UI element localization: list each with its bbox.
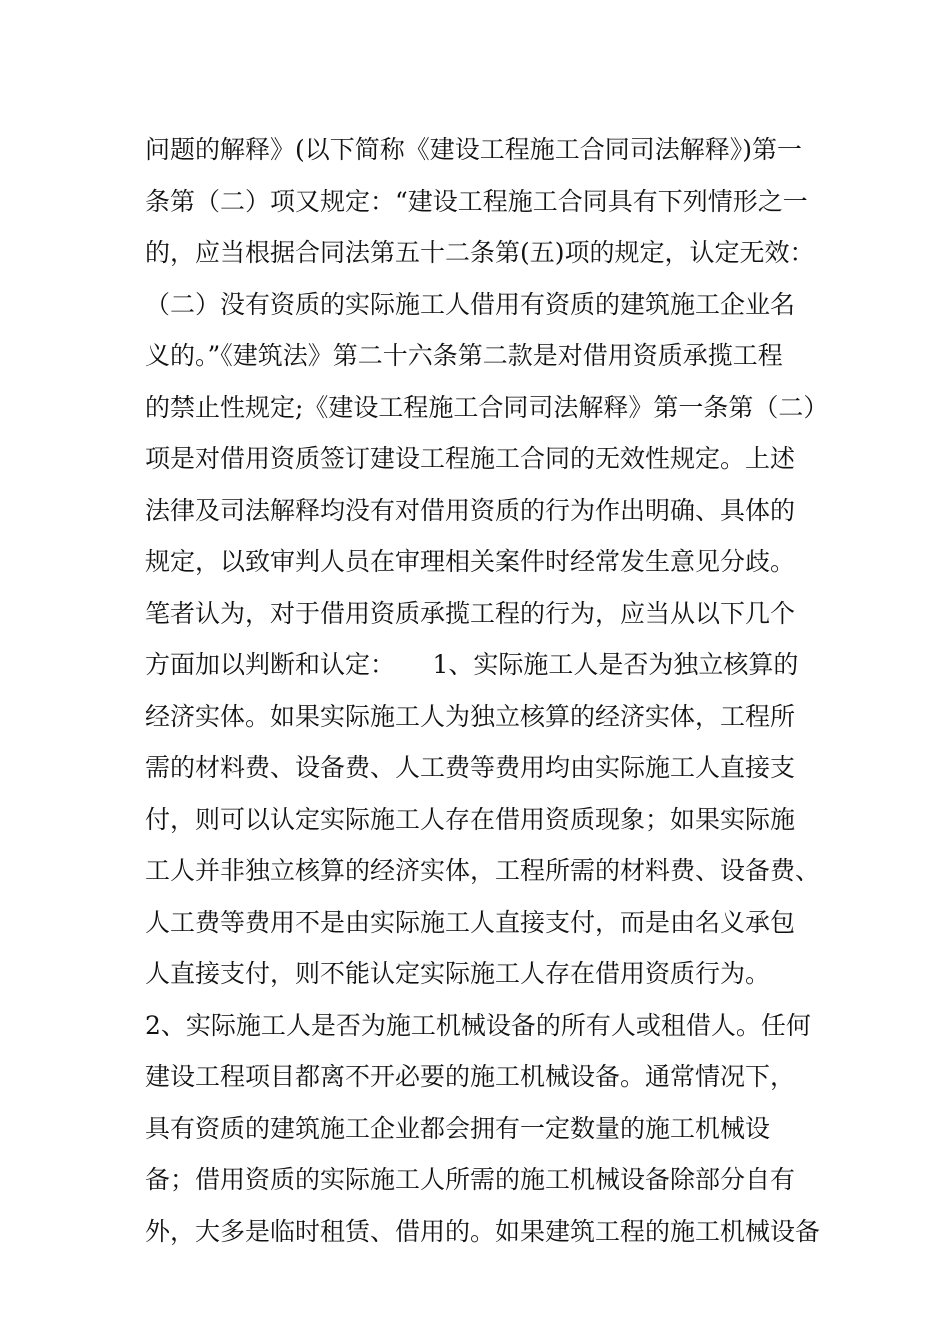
- text-line: （二）没有资质的实际施工人借用有资质的建筑施工企业名: [145, 289, 796, 319]
- text-line: 经济实体。如果实际施工人为独立核算的经济实体，工程所: [145, 701, 796, 731]
- text-line: 的禁止性规定;《建设工程施工合同司法解释》第一条第（二）: [145, 392, 829, 422]
- text-line: 规定，以致审判人员在审理相关案件时经常发生意见分歧。: [145, 547, 796, 576]
- body-text: [145, 124, 829, 1257]
- text-line: 建设工程项目都离不开必要的施工机械设备。通常情况下，: [145, 1062, 796, 1091]
- text-line: 法律及司法解释均没有对借用资质的行为作出明确、具体的: [145, 495, 796, 525]
- text-line: 义的。”《建筑法》第二十六条第二款是对借用资质承揽工程: [145, 341, 783, 370]
- text-line: 项是对借用资质签订建设工程施工合同的无效性规定。上述: [145, 444, 796, 473]
- text-line: 付，则可以认定实际施工人存在借用资质现象；如果实际施: [145, 804, 796, 834]
- text-line: 2、实际施工人是否为施工机械设备的所有人或租借人。任何: [145, 1010, 811, 1040]
- text-line: 人工费等费用不是由实际施工人直接支付，而是由名义承包: [145, 907, 796, 937]
- text-line: 方面加以判断和认定： 1、实际施工人是否为独立核算的: [145, 650, 799, 679]
- text-line: 的，应当根据合同法第五十二条第(五)项的规定，认定无效：: [145, 238, 815, 267]
- text-line: 问题的解释》(以下简称《建设工程施工合同司法解释》)第一: [145, 135, 803, 164]
- text-line: 备；借用资质的实际施工人所需的施工机械设备除部分自有: [145, 1165, 796, 1194]
- text-line: 需的材料费、设备费、人工费等费用均由实际施工人直接支: [145, 753, 796, 782]
- text-line: 工人并非独立核算的经济实体，工程所需的材料费、设备费、: [145, 856, 821, 885]
- text-line: 人直接支付，则不能认定实际施工人存在借用资质行为。: [145, 959, 771, 988]
- text-line: 条第（二）项又规定：“建设工程施工合同具有下列情形之一: [145, 186, 808, 216]
- text-line: 具有资质的建筑施工企业都会拥有一定数量的施工机械设: [145, 1113, 771, 1143]
- text-line: 外，大多是临时租赁、借用的。如果建筑工程的施工机械设备: [145, 1216, 821, 1246]
- text-line: 笔者认为，对于借用资质承揽工程的行为，应当从以下几个: [145, 598, 796, 628]
